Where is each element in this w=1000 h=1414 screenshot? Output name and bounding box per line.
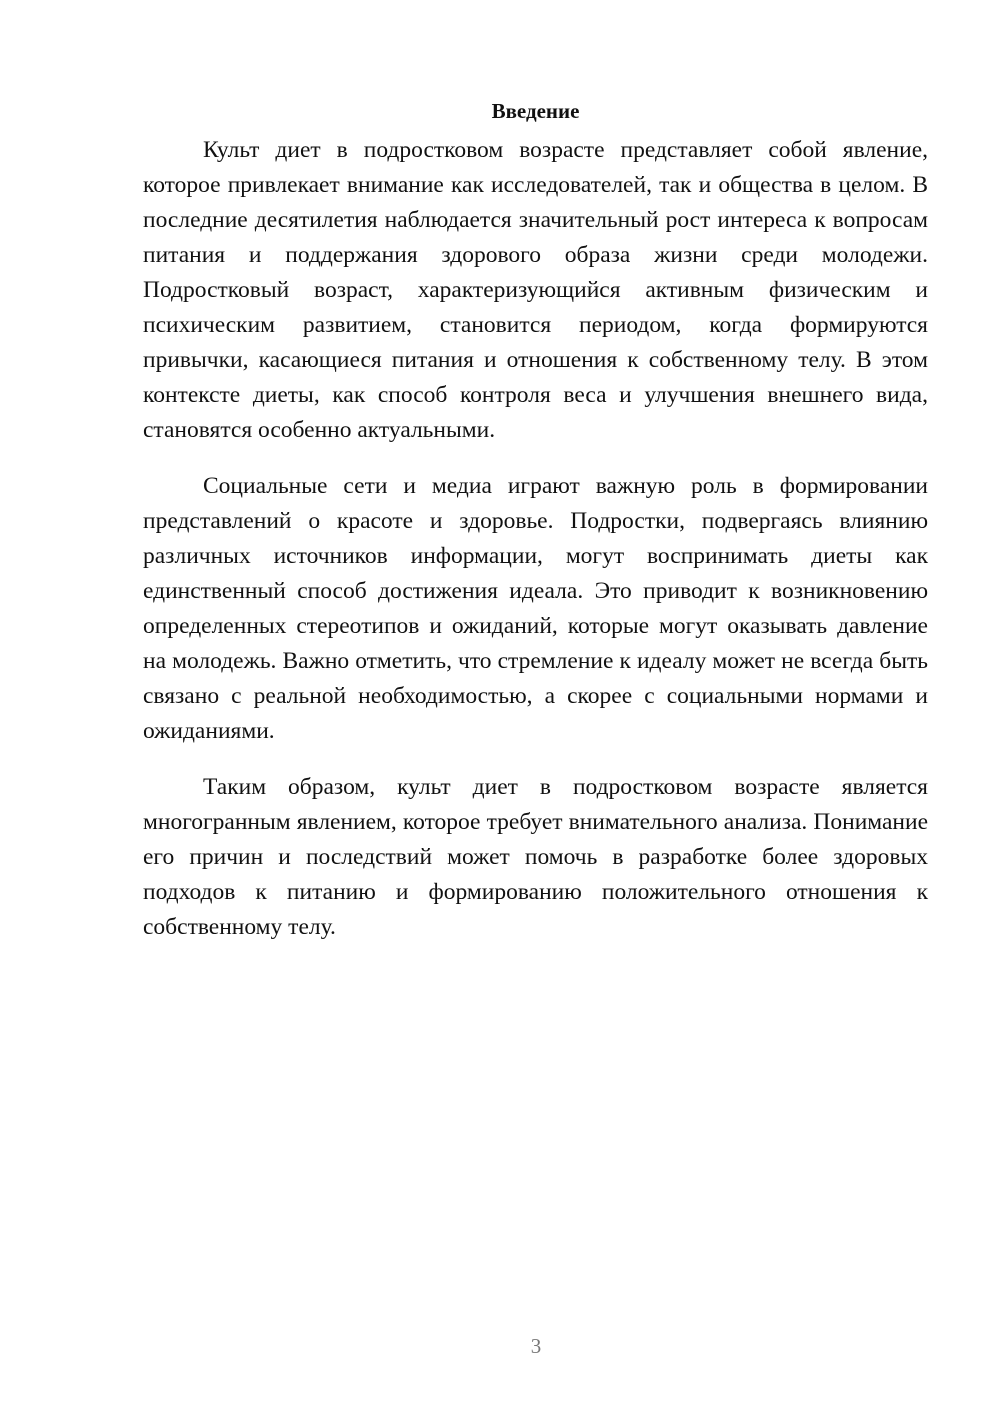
section-title: Введение xyxy=(491,99,580,123)
page-content xyxy=(143,96,928,966)
page-number: 3 xyxy=(530,1334,542,1358)
paragraph-3: Таким образом, культ диет в подростковом возрасте является многогранным явлением, которое требует внимательного анализа. Понимание его причин и последствий может помочь в разработке более здоровых подходов к питанию и формированию положительного отношения к собственному телу. xyxy=(143,774,928,940)
paragraph-1: Культ диет в подростковом возрасте представляет собой явление, которое привлекает внимание как исследователей, так и общества в целом. В последние десятилетия наблюдается значительный рост интереса к вопросам питания и поддержания здорового образа жизни среди молодежи. Подростковый возраст, характеризующийся активным физическим и психическим развитием, становится периодом, когда формируются привычки, касающиеся питания и отношения к собственному телу. В этом контексте диеты, как способ контроля веса и улучшения внешнего вида, становятся особенно актуальными. xyxy=(143,137,928,443)
paragraph-2: Социальные сети и медиа играют важную роль в формировании представлений о красоте и здоровье. Подростки, подвергаясь влиянию различных источников информации, могут воспринимать диеты как единственный способ достижения идеала. Это приводит к возникновению определенных стереотипов и ожиданий, которые могут оказывать давление на молодежь. Важно отметить, что стремление к идеалу может не всегда быть связано с реальной необходимостью, а скорее с социальными нормами и ожиданиями. xyxy=(143,473,928,744)
